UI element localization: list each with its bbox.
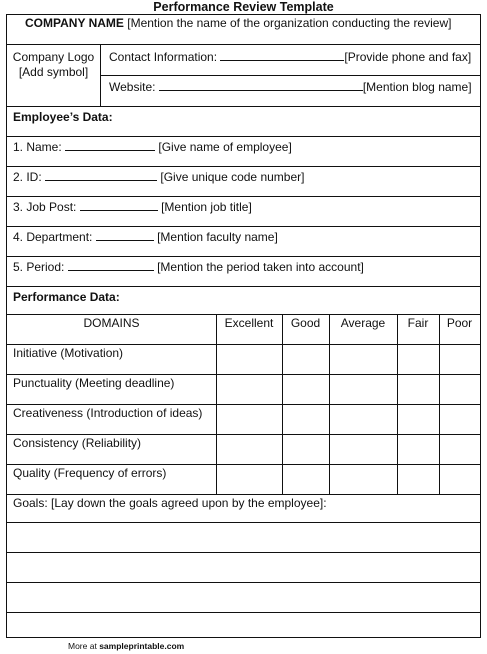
department-blank[interactable] bbox=[96, 230, 154, 241]
period-hint: [Mention the period taken into account] bbox=[157, 260, 364, 274]
logo-line-1: Company Logo bbox=[12, 50, 95, 64]
goals-line[interactable] bbox=[7, 613, 480, 637]
header-domains: DOMAINS bbox=[83, 316, 140, 330]
website-blank[interactable] bbox=[159, 80, 363, 91]
performance-heading-row bbox=[7, 287, 480, 315]
department-hint: [Mention faculty name] bbox=[157, 230, 278, 244]
id-blank[interactable] bbox=[45, 170, 157, 181]
goals-label: Goals: [Lay down the goals agreed upon by the employee]: bbox=[13, 496, 327, 510]
domain-consistency: Consistency (Reliability) bbox=[13, 436, 142, 450]
table-row[interactable] bbox=[7, 345, 480, 375]
footer-prefix: More at bbox=[68, 641, 97, 651]
name-blank[interactable] bbox=[65, 140, 155, 151]
period-blank[interactable] bbox=[68, 260, 154, 271]
domain-quality: Quality (Frequency of errors) bbox=[13, 466, 167, 480]
job-hint: [Mention job title] bbox=[161, 200, 252, 214]
table-row[interactable] bbox=[7, 465, 480, 495]
id-label: 2. ID: bbox=[13, 170, 42, 184]
domain-creativeness: Creativeness (Introduction of ideas) bbox=[13, 406, 203, 420]
review-form bbox=[6, 14, 481, 638]
table-row[interactable] bbox=[7, 405, 480, 435]
employee-department-row[interactable] bbox=[7, 227, 480, 257]
header-poor: Poor bbox=[446, 316, 473, 330]
page-title: Performance Review Template bbox=[153, 0, 334, 14]
website-hint: [Mention blog name] bbox=[362, 80, 472, 94]
header-good: Good bbox=[290, 316, 321, 330]
contact-website-divider bbox=[100, 75, 480, 76]
job-blank[interactable] bbox=[80, 200, 158, 211]
company-info-block bbox=[7, 45, 480, 107]
employee-id-row[interactable] bbox=[7, 167, 480, 197]
header-excellent: Excellent bbox=[224, 316, 274, 330]
employee-job-row[interactable] bbox=[7, 197, 480, 227]
period-label: 5. Period: bbox=[13, 260, 65, 274]
performance-heading: Performance Data: bbox=[13, 290, 120, 304]
company-name-field bbox=[25, 16, 451, 30]
header-average: Average bbox=[340, 316, 386, 330]
website-label: Website: bbox=[109, 80, 156, 94]
table-row[interactable] bbox=[7, 435, 480, 465]
job-label: 3. Job Post: bbox=[13, 200, 77, 214]
table-row[interactable] bbox=[7, 375, 480, 405]
goals-line[interactable] bbox=[7, 583, 480, 613]
department-label: 4. Department: bbox=[13, 230, 93, 244]
contact-field[interactable] bbox=[109, 50, 471, 64]
contact-label: Contact Information: bbox=[109, 50, 218, 64]
domain-initiative: Initiative (Motivation) bbox=[13, 346, 124, 360]
goals-row[interactable] bbox=[7, 495, 480, 523]
performance-table-header bbox=[7, 315, 480, 345]
employee-heading: Employee’s Data: bbox=[13, 110, 113, 124]
goals-line[interactable] bbox=[7, 523, 480, 553]
name-label: 1. Name: bbox=[13, 140, 62, 154]
logo-line-2: [Add symbol] bbox=[18, 65, 89, 79]
id-hint: [Give unique code number] bbox=[160, 170, 305, 184]
employee-heading-row bbox=[7, 107, 480, 137]
footer-credit bbox=[68, 641, 184, 651]
header-fair: Fair bbox=[407, 316, 429, 330]
goals-line[interactable] bbox=[7, 553, 480, 583]
company-name-hint: [Mention the name of the organization conducting the review] bbox=[127, 16, 452, 30]
company-name-row bbox=[7, 15, 480, 45]
name-hint: [Give name of employee] bbox=[158, 140, 292, 154]
contact-blank[interactable] bbox=[220, 50, 344, 61]
website-field[interactable] bbox=[109, 80, 472, 94]
company-name-label: COMPANY NAME bbox=[25, 16, 124, 30]
employee-period-row[interactable] bbox=[7, 257, 480, 287]
employee-name-row[interactable] bbox=[7, 137, 480, 167]
contact-hint: [Provide phone and fax] bbox=[344, 50, 472, 64]
footer-site-link[interactable]: sampleprintable.com bbox=[99, 641, 185, 651]
domain-punctuality: Punctuality (Meeting deadline) bbox=[13, 376, 175, 390]
